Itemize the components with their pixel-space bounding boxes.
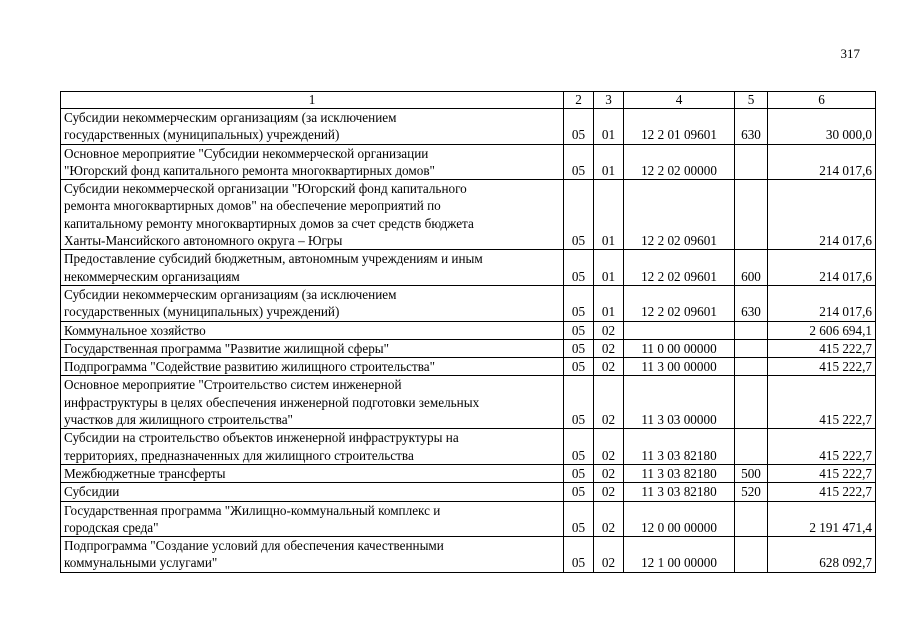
cell-section: 05 bbox=[564, 109, 594, 145]
cell-section: 05 bbox=[564, 250, 594, 286]
cell-target-code: 12 2 02 09601 bbox=[624, 285, 735, 321]
cell-section: 05 bbox=[564, 537, 594, 573]
cell-amount: 415 222,7 bbox=[768, 376, 876, 429]
cell-subsection: 02 bbox=[594, 321, 624, 339]
table-row bbox=[61, 537, 876, 573]
cell-name: Государственная программа "Развитие жилищной сферы" bbox=[61, 339, 564, 357]
cell-subsection: 01 bbox=[594, 180, 624, 250]
cell-target-code: 11 0 00 00000 bbox=[624, 339, 735, 357]
table-row bbox=[61, 144, 876, 180]
table-row bbox=[61, 285, 876, 321]
cell-expense-type bbox=[735, 321, 768, 339]
cell-subsection: 02 bbox=[594, 537, 624, 573]
cell-section: 05 bbox=[564, 483, 594, 501]
cell-subsection: 02 bbox=[594, 429, 624, 465]
cell-target-code: 11 3 03 00000 bbox=[624, 376, 735, 429]
page-number: 317 bbox=[840, 46, 860, 61]
cell-target-code: 11 3 03 82180 bbox=[624, 429, 735, 465]
header-cell-section: 2 bbox=[564, 92, 594, 109]
cell-target-code: 11 3 03 82180 bbox=[624, 464, 735, 482]
cell-subsection: 02 bbox=[594, 483, 624, 501]
cell-expense-type bbox=[735, 339, 768, 357]
cell-section: 05 bbox=[564, 376, 594, 429]
cell-name: Предоставление субсидий бюджетным, автономным учреждениям и иным некоммерческим организациям bbox=[61, 250, 564, 286]
cell-amount: 415 222,7 bbox=[768, 358, 876, 376]
cell-subsection: 02 bbox=[594, 339, 624, 357]
table-row bbox=[61, 339, 876, 357]
cell-name: Государственная программа "Жилищно-коммунальный комплекс и городская среда" bbox=[61, 501, 564, 537]
cell-amount: 214 017,6 bbox=[768, 250, 876, 286]
header-cell-expense-type: 5 bbox=[735, 92, 768, 109]
header-cell-amount: 6 bbox=[768, 92, 876, 109]
budget-table bbox=[60, 91, 876, 573]
table-row bbox=[61, 180, 876, 250]
cell-name: Субсидии на строительство объектов инженерной инфраструктуры на территориях, предназначенных для жилищного строительства bbox=[61, 429, 564, 465]
table-row bbox=[61, 250, 876, 286]
header-cell-name: 1 bbox=[61, 92, 564, 109]
cell-name: Подпрограмма "Создание условий для обеспечения качественными коммунальными услугами" bbox=[61, 537, 564, 573]
cell-amount: 415 222,7 bbox=[768, 429, 876, 465]
cell-subsection: 01 bbox=[594, 144, 624, 180]
cell-expense-type bbox=[735, 180, 768, 250]
cell-name: Субсидии bbox=[61, 483, 564, 501]
table-row bbox=[61, 376, 876, 429]
table-row bbox=[61, 321, 876, 339]
cell-target-code: 12 1 00 00000 bbox=[624, 537, 735, 573]
cell-expense-type: 600 bbox=[735, 250, 768, 286]
table-row bbox=[61, 464, 876, 482]
cell-expense-type: 630 bbox=[735, 285, 768, 321]
cell-subsection: 02 bbox=[594, 501, 624, 537]
cell-section: 05 bbox=[564, 464, 594, 482]
cell-section: 05 bbox=[564, 321, 594, 339]
cell-subsection: 01 bbox=[594, 109, 624, 145]
table-row bbox=[61, 483, 876, 501]
cell-expense-type: 520 bbox=[735, 483, 768, 501]
cell-target-code: 11 3 03 82180 bbox=[624, 483, 735, 501]
table-row bbox=[61, 429, 876, 465]
cell-target-code: 12 2 02 09601 bbox=[624, 180, 735, 250]
cell-amount: 30 000,0 bbox=[768, 109, 876, 145]
cell-section: 05 bbox=[564, 144, 594, 180]
cell-section: 05 bbox=[564, 285, 594, 321]
cell-subsection: 02 bbox=[594, 376, 624, 429]
table-header-row bbox=[61, 92, 876, 109]
cell-expense-type bbox=[735, 429, 768, 465]
cell-expense-type bbox=[735, 501, 768, 537]
cell-name: Субсидии некоммерческим организациям (за исключением государственных (муниципальных) учреждений) bbox=[61, 285, 564, 321]
cell-section: 05 bbox=[564, 339, 594, 357]
cell-section: 05 bbox=[564, 180, 594, 250]
cell-amount: 214 017,6 bbox=[768, 144, 876, 180]
cell-expense-type: 500 bbox=[735, 464, 768, 482]
cell-amount: 415 222,7 bbox=[768, 339, 876, 357]
cell-subsection: 02 bbox=[594, 464, 624, 482]
table-row bbox=[61, 358, 876, 376]
cell-target-code bbox=[624, 321, 735, 339]
cell-expense-type bbox=[735, 144, 768, 180]
cell-amount: 415 222,7 bbox=[768, 483, 876, 501]
cell-expense-type bbox=[735, 376, 768, 429]
cell-expense-type bbox=[735, 537, 768, 573]
cell-section: 05 bbox=[564, 429, 594, 465]
cell-amount: 2 606 694,1 bbox=[768, 321, 876, 339]
cell-target-code: 11 3 00 00000 bbox=[624, 358, 735, 376]
cell-target-code: 12 2 02 00000 bbox=[624, 144, 735, 180]
cell-amount: 214 017,6 bbox=[768, 180, 876, 250]
cell-target-code: 12 0 00 00000 bbox=[624, 501, 735, 537]
cell-amount: 628 092,7 bbox=[768, 537, 876, 573]
cell-target-code: 12 2 01 09601 bbox=[624, 109, 735, 145]
cell-amount: 214 017,6 bbox=[768, 285, 876, 321]
header-cell-target-code: 4 bbox=[624, 92, 735, 109]
cell-name: Субсидии некоммерческим организациям (за исключением государственных (муниципальных) учреждений) bbox=[61, 109, 564, 145]
table-row bbox=[61, 109, 876, 145]
table-row bbox=[61, 501, 876, 537]
cell-name: Межбюджетные трансферты bbox=[61, 464, 564, 482]
cell-amount: 2 191 471,4 bbox=[768, 501, 876, 537]
cell-section: 05 bbox=[564, 358, 594, 376]
cell-subsection: 01 bbox=[594, 285, 624, 321]
cell-section: 05 bbox=[564, 501, 594, 537]
header-cell-subsection: 3 bbox=[594, 92, 624, 109]
cell-name: Субсидии некоммерческой организации "Югорский фонд капитального ремонта многоквартирных домов" на обеспечение мероприятий по капитальному ремонту многоквартирных домов за счет средств бюджета Ханты-Мансийского автономного округа – Югры bbox=[61, 180, 564, 250]
budget-table-body bbox=[61, 92, 876, 573]
cell-subsection: 02 bbox=[594, 358, 624, 376]
cell-amount: 415 222,7 bbox=[768, 464, 876, 482]
cell-name: Основное мероприятие "Субсидии некоммерческой организации "Югорский фонд капитального ремонта многоквартирных домов" bbox=[61, 144, 564, 180]
cell-name: Коммунальное хозяйство bbox=[61, 321, 564, 339]
cell-subsection: 01 bbox=[594, 250, 624, 286]
cell-target-code: 12 2 02 09601 bbox=[624, 250, 735, 286]
cell-expense-type bbox=[735, 358, 768, 376]
cell-name: Основное мероприятие "Строительство систем инженерной инфраструктуры в целях обеспечения инженерной подготовки земельных участков для жилищного строительства" bbox=[61, 376, 564, 429]
cell-expense-type: 630 bbox=[735, 109, 768, 145]
cell-name: Подпрограмма "Содействие развитию жилищного строительства" bbox=[61, 358, 564, 376]
